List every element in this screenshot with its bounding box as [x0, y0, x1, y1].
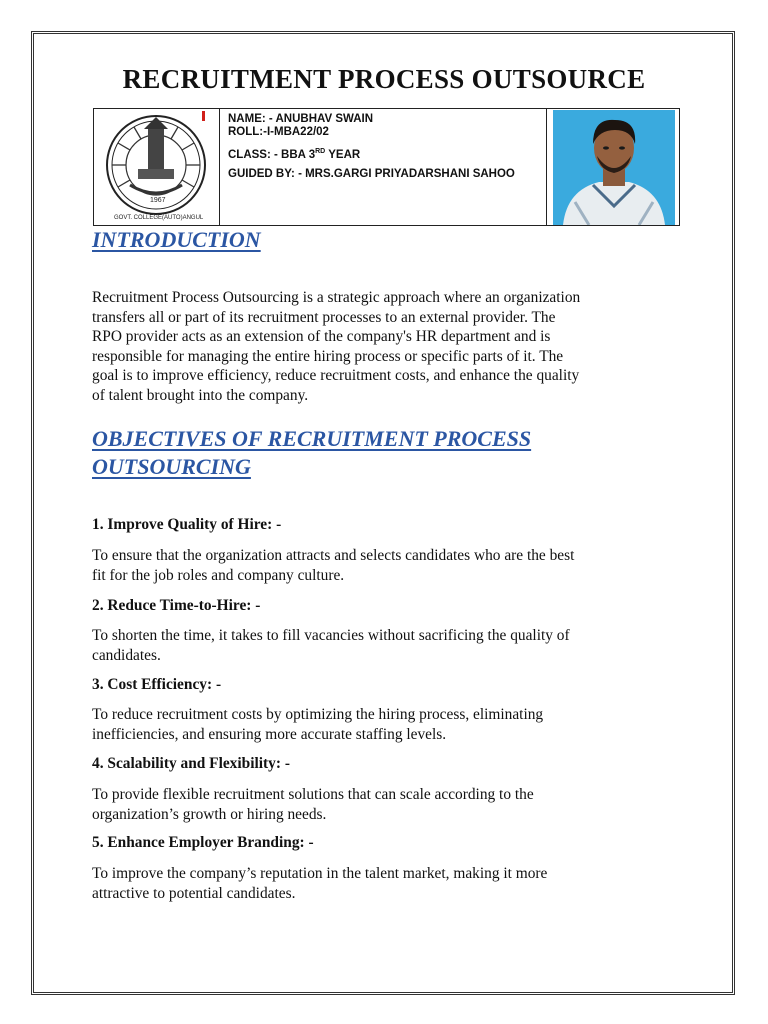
student-roll: ROLL:-I-MBA22/02: [228, 126, 329, 138]
introduction-paragraph: [92, 288, 677, 406]
intro-line: RPO provider acts as an extension of the company's HR department and is: [92, 328, 551, 346]
student-info: [228, 113, 538, 181]
objective-title-5: 5. Enhance Employer Branding: -: [92, 834, 314, 851]
college-seal-cell: [94, 109, 220, 225]
objectives-heading-line: OUTSOURCING: [92, 454, 251, 479]
objective-title-2: 2. Reduce Time-to-Hire: -: [92, 597, 261, 614]
intro-line: Recruitment Process Outsourcing is a strategic approach where an organization: [92, 289, 581, 306]
objective-text-1: To ensure that the organization attracts and selects candidates who are the best fit for the job roles and company culture.: [92, 547, 575, 584]
intro-line: goal is to improve efficiency, reduce recruitment costs, and enhance the quality: [92, 367, 580, 385]
introduction-heading: INTRODUCTION: [92, 227, 261, 252]
objectives-heading-line: OBJECTIVES OF RECRUITMENT PROCESS: [92, 426, 532, 451]
objective-title-4: 4. Scalability and Flexibility: -: [92, 755, 290, 772]
objective-text-4: To provide flexible recruitment solutions that can scale according to the organization’s growth or hiring needs.: [92, 786, 534, 823]
photo-cell: [546, 109, 680, 225]
objective-text-5: To improve the company’s reputation in the talent market, making it more attractive to potential candidates.: [92, 865, 548, 902]
header-info-table: [93, 108, 680, 226]
objective-text-2: To shorten the time, it takes to fill vacancies without sacrificing the quality of candidates.: [92, 627, 570, 664]
objective-text-3: To reduce recruitment costs by optimizing the hiring process, eliminating inefficiencies, and ensuring more accurate staffing levels.: [92, 706, 544, 743]
student-class: CLASS: - BBA 3RD YEAR: [228, 148, 361, 161]
red-mark: [202, 111, 205, 121]
student-name: NAME: - ANUBHAV SWAIN: [228, 113, 374, 125]
objectives-heading: [92, 425, 531, 481]
objective-title-1: 1. Improve Quality of Hire: -: [92, 516, 282, 533]
seal-college-text: GOVT. COLLEGE(AUTO)ANGUL: [114, 215, 204, 221]
intro-line: transfers all or part of its recruitment processes to an external provider. The: [92, 308, 556, 326]
intro-line: responsible for managing the entire hiring process or specific parts of it. The: [92, 347, 564, 365]
objective-title-3: 3. Cost Efficiency: -: [92, 676, 222, 693]
seal-year-text: 1967: [150, 197, 166, 204]
student-photo: [553, 110, 675, 225]
intro-line: of talent brought into the company.: [92, 386, 309, 404]
document-title: RECRUITMENT PROCESS OUTSOURCE: [122, 64, 646, 94]
college-seal-logo: [100, 111, 214, 223]
guided-by: GUIDED BY: - MRS.GARGI PRIYADARSHANI SAHOO: [228, 167, 515, 180]
